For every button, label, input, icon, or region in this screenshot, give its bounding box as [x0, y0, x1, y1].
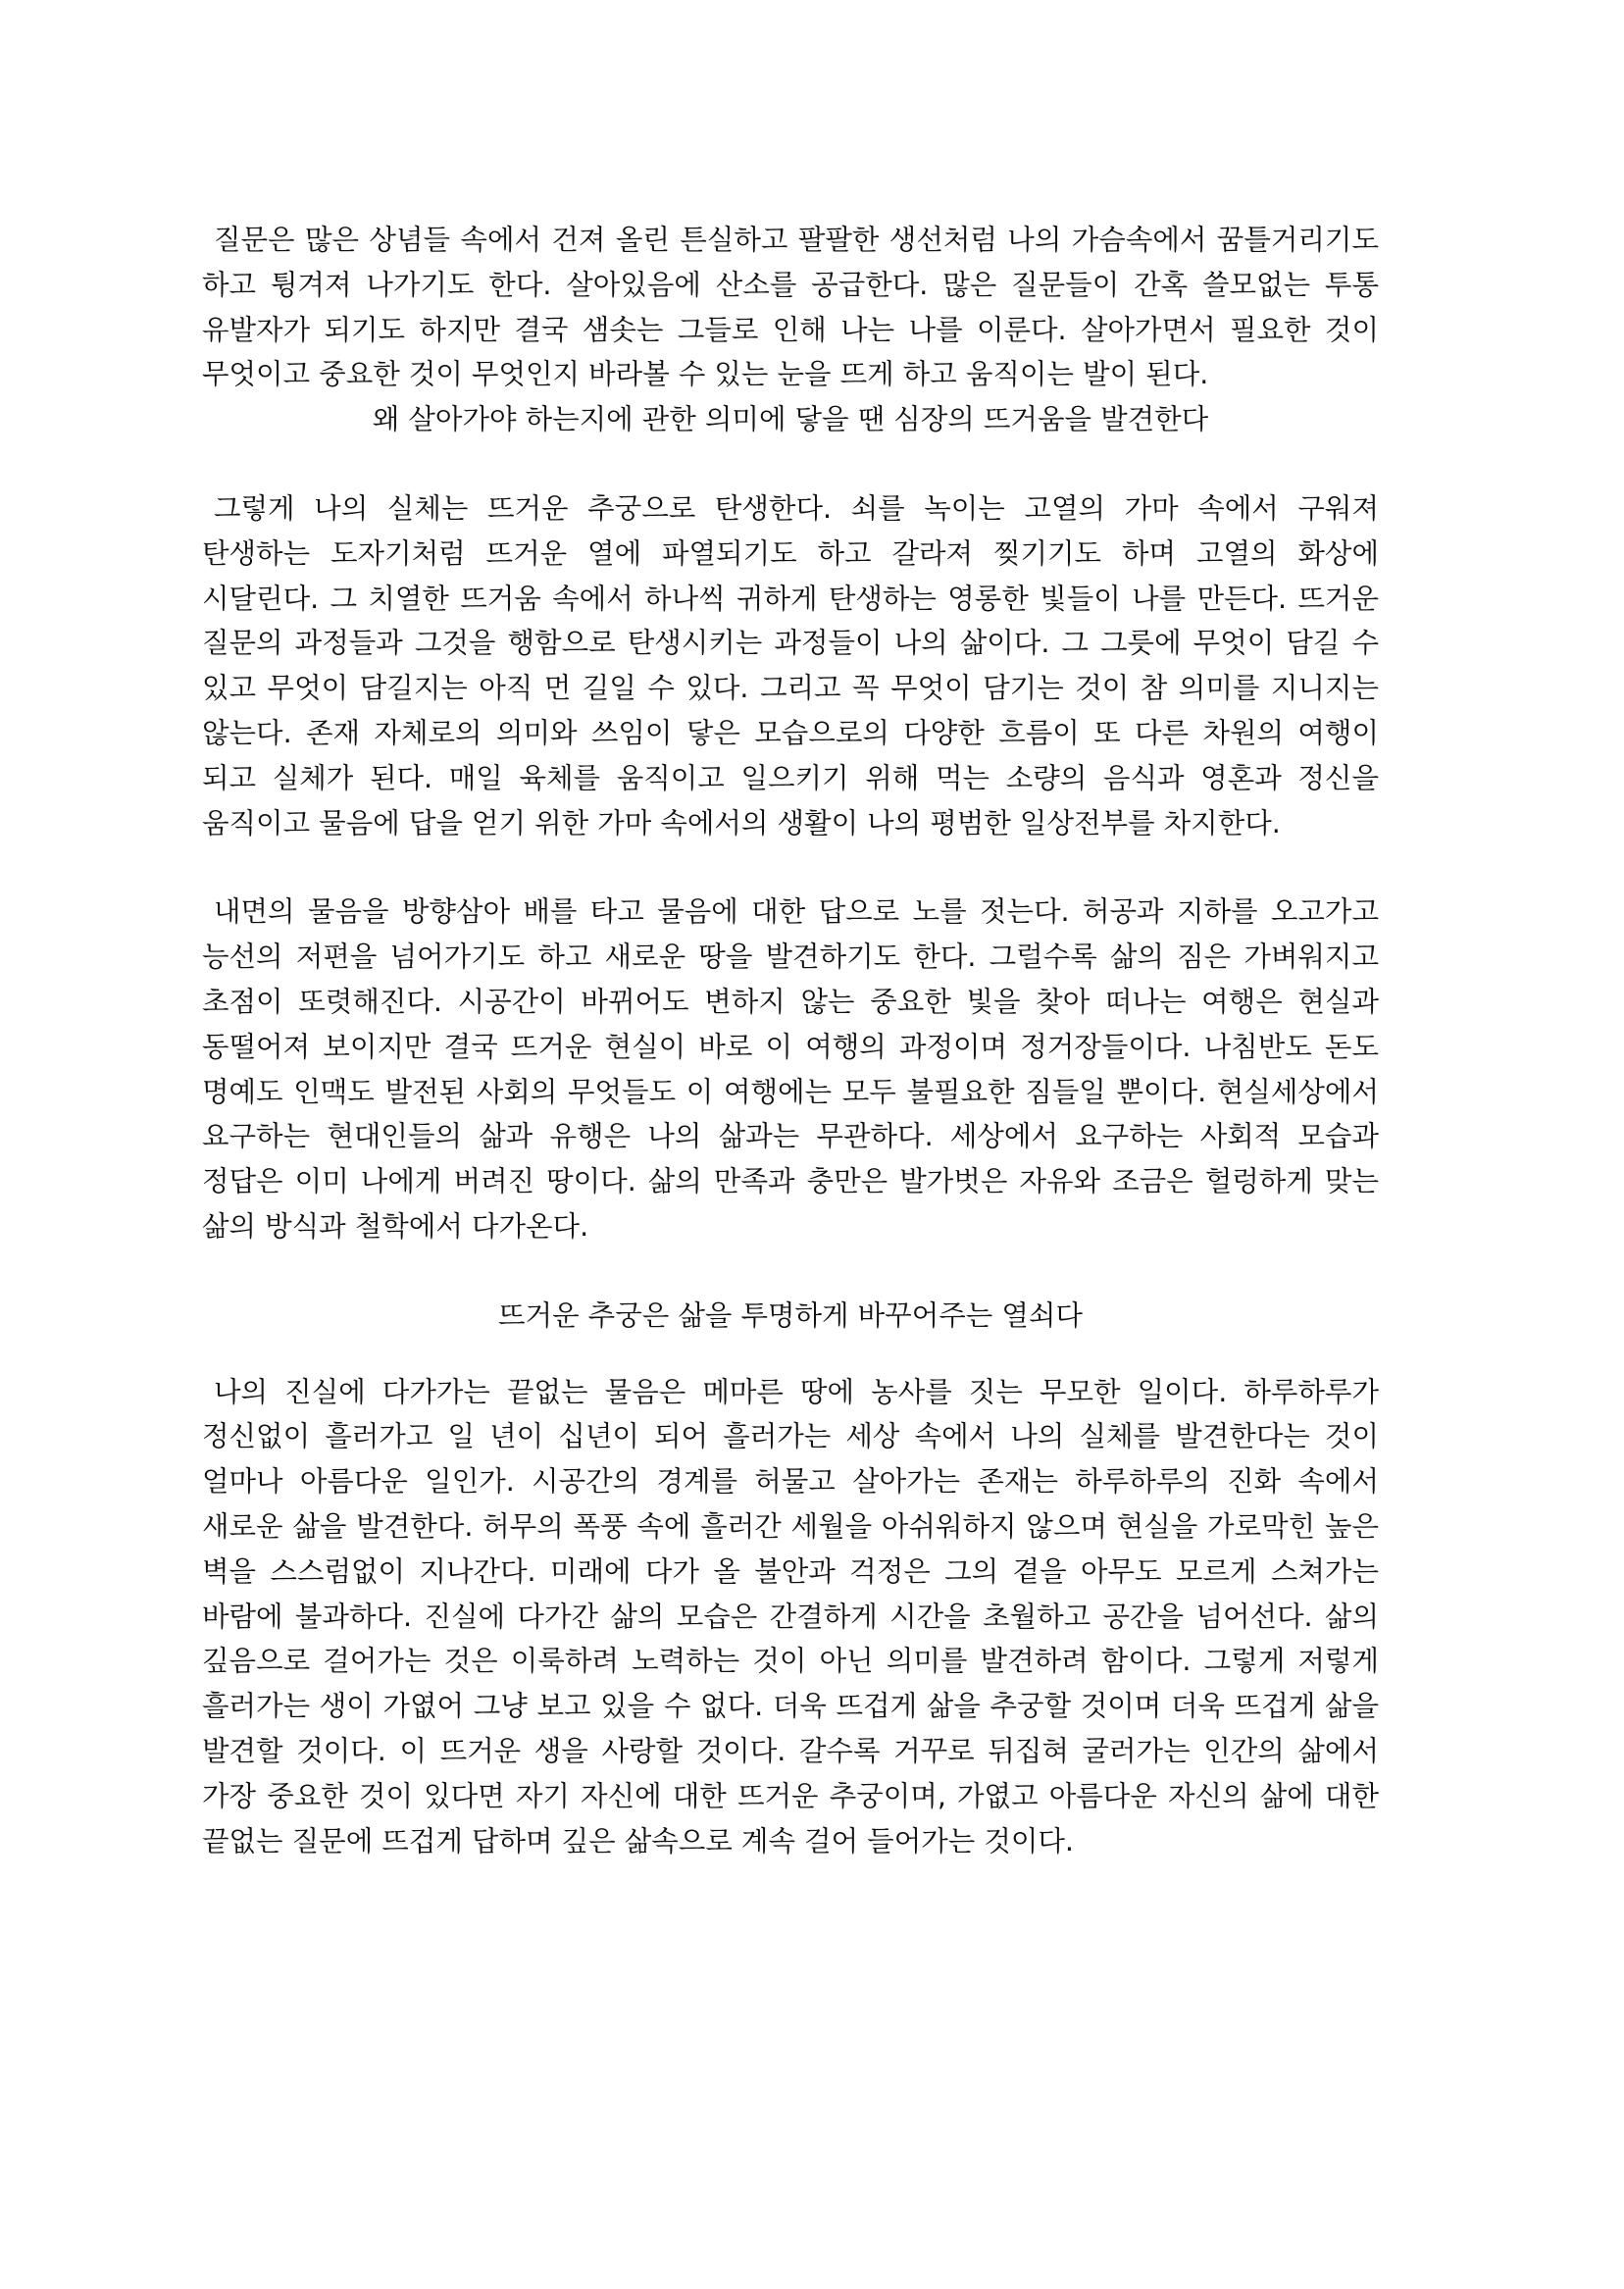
paragraph-3: 내면의 물음을 방향삼아 배를 타고 물음에 대한 답으로 노를 젓는다. 허공과 지하를 오고가고 능선의 저편을 넘어가기도 하고 새로운 땅을 발견하기도 한다. 그럴수록 삶의 짐은 가벼워지고 초점이 또렷해진다. 시공간이 바뀌어도 변하지 않는 중요한 빛을 찾아 떠나는 여행은 현실과 동떨어져 보이지만 결국 뜨거운 현실이 바로 이 여행의 과정이며 정거장들이다. 나침반도 돈도 명예도 인맥도 발전된 사회의 무엇들도 이 여행에는 모두 불필요한 짐들일 뿐이다. 현실세상에서 요구하는 현대인들의 삶과 유행은 나의 삶과는 무관하다. 세상에서 요구하는 사회적 모습과 정답은 이미 나에게 버려진 땅이다. 삶의 만족과 충만은 발가벗은 자유와 조금은 헐렁하게 맞는 삶의 방식과 철학에서 다가온다.	[202, 895, 1379, 1243]
spacer	[202, 442, 1379, 486]
paragraph-4: 나의 진실에 다가가는 끝없는 물음은 메마른 땅에 농사를 짓는 무모한 일이다. 하루하루가 정신없이 흘러가고 일 년이 십년이 되어 흘러가는 세상 속에서 나의 실체를 발견한다는 것이 얼마나 아름다운 일인가. 시공간의 경계를 허물고 살아가는 존재는 하루하루의 진화 속에서 새로운 삶을 발견한다. 허무의 폭풍 속에 흘러간 세월을 아쉬워하지 않으며 현실을 가로막힌 높은 벽을 스스럼없이 지나간다. 미래에 다가 올 불안과 걱정은 그의 곁을 아무도 모르게 스쳐가는 바람에 불과하다. 진실에 다가간 삶의 모습은 간결하게 시간을 초월하고 공간을 넘어선다. 삶의 깊음으로 걸어가는 것은 이룩하려 노력하는 것이 아닌 의미를 발견하려 함이다. 그렇게 저렇게 흘러가는 생이 가엾어 그냥 보고 있을 수 없다. 더욱 뜨겁게 삶을 추궁할 것이며 더욱 뜨겁게 삶을 발견할 것이다. 이 뜨거운 생을 사랑할 것이다. 갈수록 거꾸로 뒤집혀 굴러가는 인간의 삶에서 가장 중요한 것이 있다면 자기 자신에 대한 뜨거운 추궁이며, 가엾고 아름다운 자신의 삶에 대한 끝없는 질문에 뜨겁게 답하며 깊은 삶속으로 계속 걸어 들어가는 것이다.	[202, 1375, 1379, 1857]
section-heading-2: 뜨거운 추궁은 삶을 투명하게 바꾸어주는 열쇠다	[498, 1298, 1083, 1332]
paragraph-2: 그렇게 나의 실체는 뜨거운 추궁으로 탄생한다. 쇠를 녹이는 고열의 가마 속에서 구워져 탄생하는 도자기처럼 뜨거운 열에 파열되기도 하고 갈라져 찢기기도 하며 고열의 화상에 시달린다. 그 치열한 뜨거움 속에서 하나씩 귀하게 탄생하는 영롱한 빛들이 나를 만든다. 뜨거운 질문의 과정들과 그것을 행함으로 탄생시키는 과정들이 나의 삶이다. 그 그릇에 무엇이 담길 수 있고 무엇이 담길지는 아직 먼 길일 수 있다. 그리고 꼭 무엇이 담기는 것이 참 의미를 지니지는 않는다. 존재 자체로의 의미와 쓰임이 닿은 모습으로의 다양한 흐름이 또 다른 차원의 여행이 되고 실체가 된다. 매일 육체를 움직이고 일으키기 위해 먹는 소량의 음식과 영혼과 정신을 움직이고 물음에 답을 얻기 위한 가마 속에서의 생활이 나의 평범한 일상전부를 차지한다.	[202, 491, 1379, 839]
spacer	[202, 845, 1379, 890]
spacer	[202, 1339, 1379, 1370]
paragraph-1: 질문은 많은 상념들 속에서 건져 올린 튼실하고 팔팔한 생선처럼 나의 가슴속에서 꿈틀거리기도 하고 튕겨져 나가기도 한다. 살아있음에 산소를 공급한다. 많은 질문들이 간혹 쓸모없는 투통 유발자가 되기도 하지만 결국 샘솟는 그들로 인해 나는 나를 이룬다. 살아가면서 필요한 것이 무엇이고 중요한 것이 무엇인지 바라볼 수 있는 눈을 뜨게 하고 움직이는 발이 된다.	[202, 224, 1379, 391]
section-heading-1: 왜 살아가야 하는지에 관한 의미에 닿을 땐 심장의 뜨거움을 발견한다	[372, 403, 1209, 436]
spacer	[202, 1249, 1379, 1294]
document-page	[202, 218, 1379, 1863]
